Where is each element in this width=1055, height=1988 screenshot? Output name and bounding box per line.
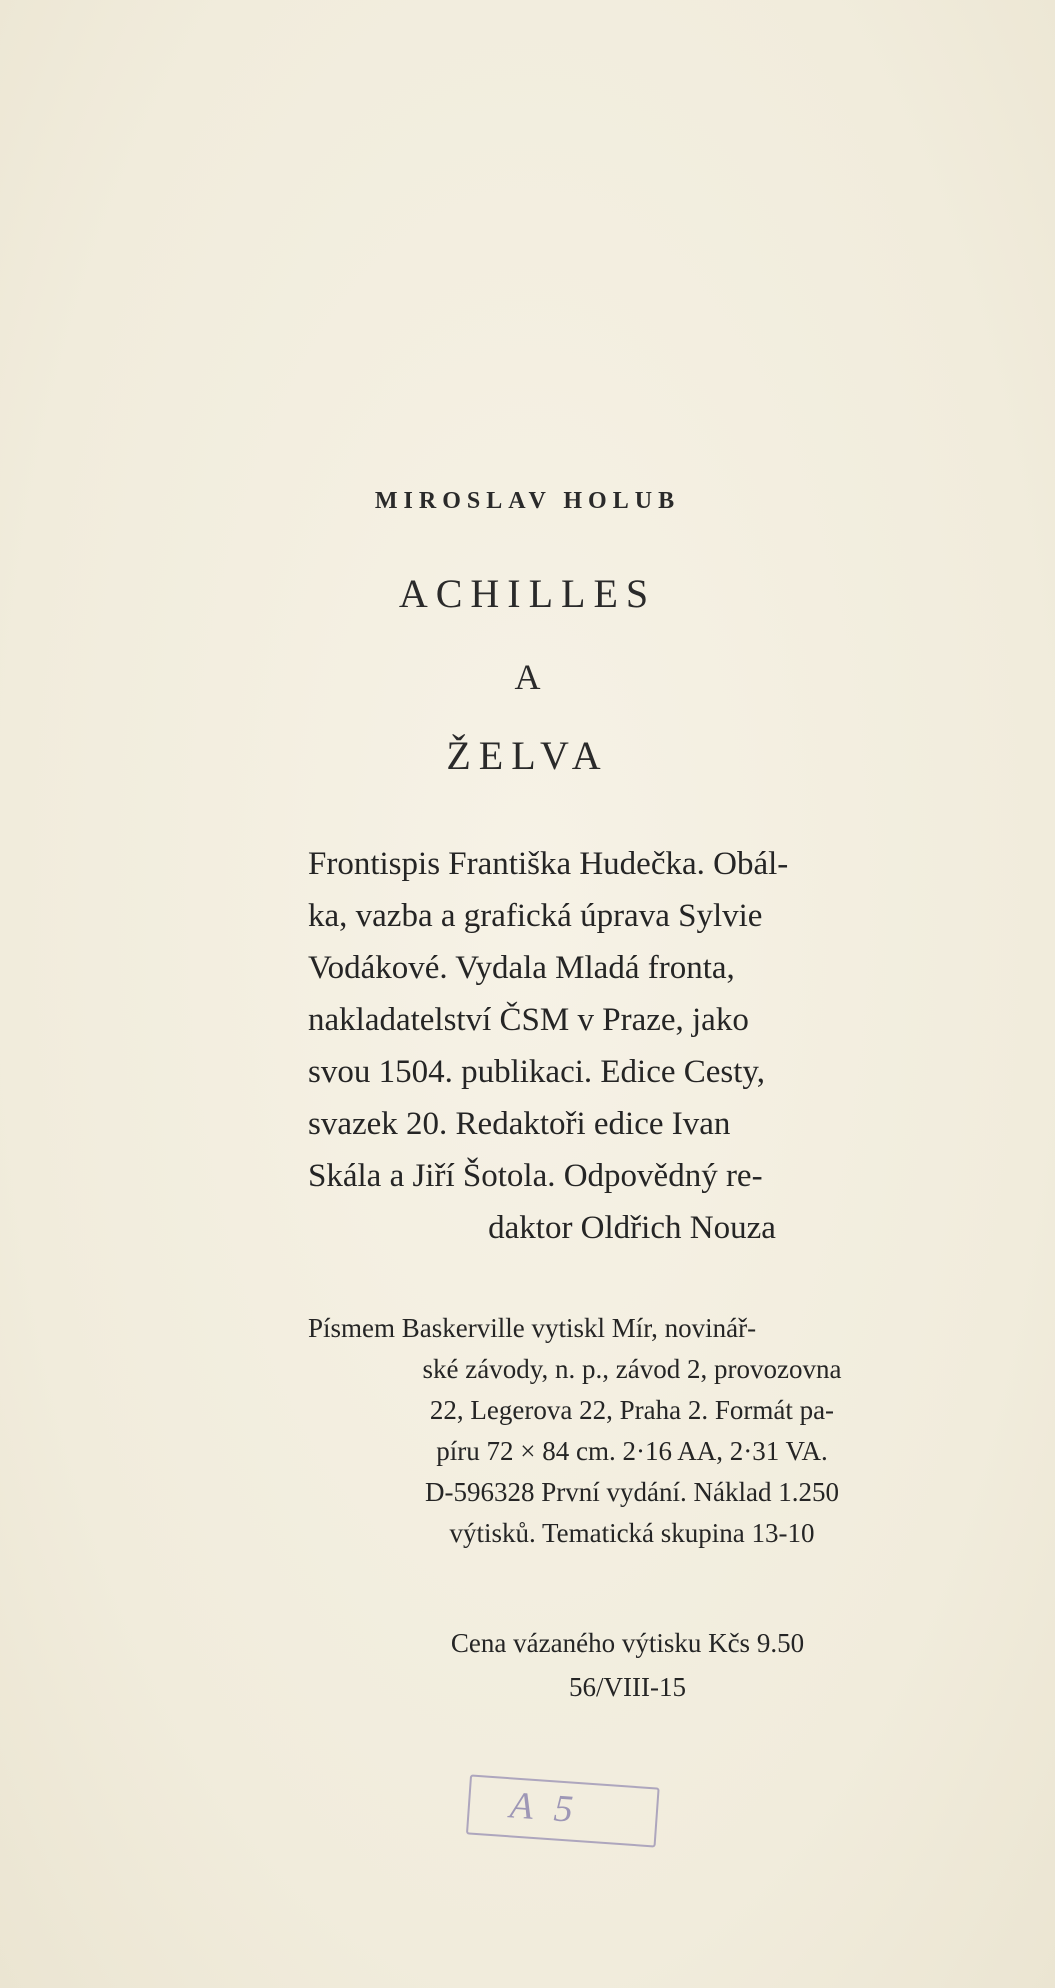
library-stamp — [456, 1768, 670, 1848]
printing-line: výtisků. Tematická skupina 13-10 — [449, 1518, 815, 1548]
catalog-code: 56/VIII-15 — [569, 1672, 686, 1702]
title-line-3: ŽELVA — [446, 733, 609, 778]
printing-line: píru 72 × 84 cm. 2·16 AA, 2·31 VA. — [436, 1436, 828, 1466]
colophon-line: daktor Oldřich Nouza — [488, 1210, 776, 1246]
price-line: Cena vázaného výtisku Kčs 9.50 — [450, 1628, 805, 1658]
colophon-line: nakladatelství ČSM v Praze, jako — [308, 1002, 749, 1038]
colophon-line: Vodákové. Vydala Mladá fronta, — [308, 950, 735, 986]
title-line-1: ACHILLES — [398, 571, 657, 616]
colophon-line: ka, vazba a grafická úprava Sylvie — [308, 898, 763, 934]
title-line-2: A — [514, 657, 541, 697]
printing-line: 22, Legerova 22, Praha 2. Formát pa- — [429, 1395, 835, 1425]
printing-line: ské závody, n. p., závod 2, provozovna — [422, 1354, 842, 1384]
author-name: MIROSLAV HOLUB — [374, 488, 681, 514]
colophon-line: svazek 20. Redaktoři edice Ivan — [308, 1106, 731, 1142]
colophon-line: svou 1504. publikaci. Edice Cesty, — [308, 1054, 766, 1090]
printing-line: Písmem Baskerville vytiskl Mír, novinář- — [308, 1313, 757, 1343]
printing-line: D-596328 První vydání. Náklad 1.250 — [425, 1477, 839, 1507]
colophon — [308, 838, 956, 1254]
colophon-line: Skála a Jiří Šotola. Odpovědný re- — [308, 1158, 763, 1194]
printing-info — [308, 1308, 956, 1554]
colophon-line: Frontispis Františka Hudečka. Obál- — [308, 846, 789, 882]
stamp-text: A 5 — [508, 1784, 581, 1832]
